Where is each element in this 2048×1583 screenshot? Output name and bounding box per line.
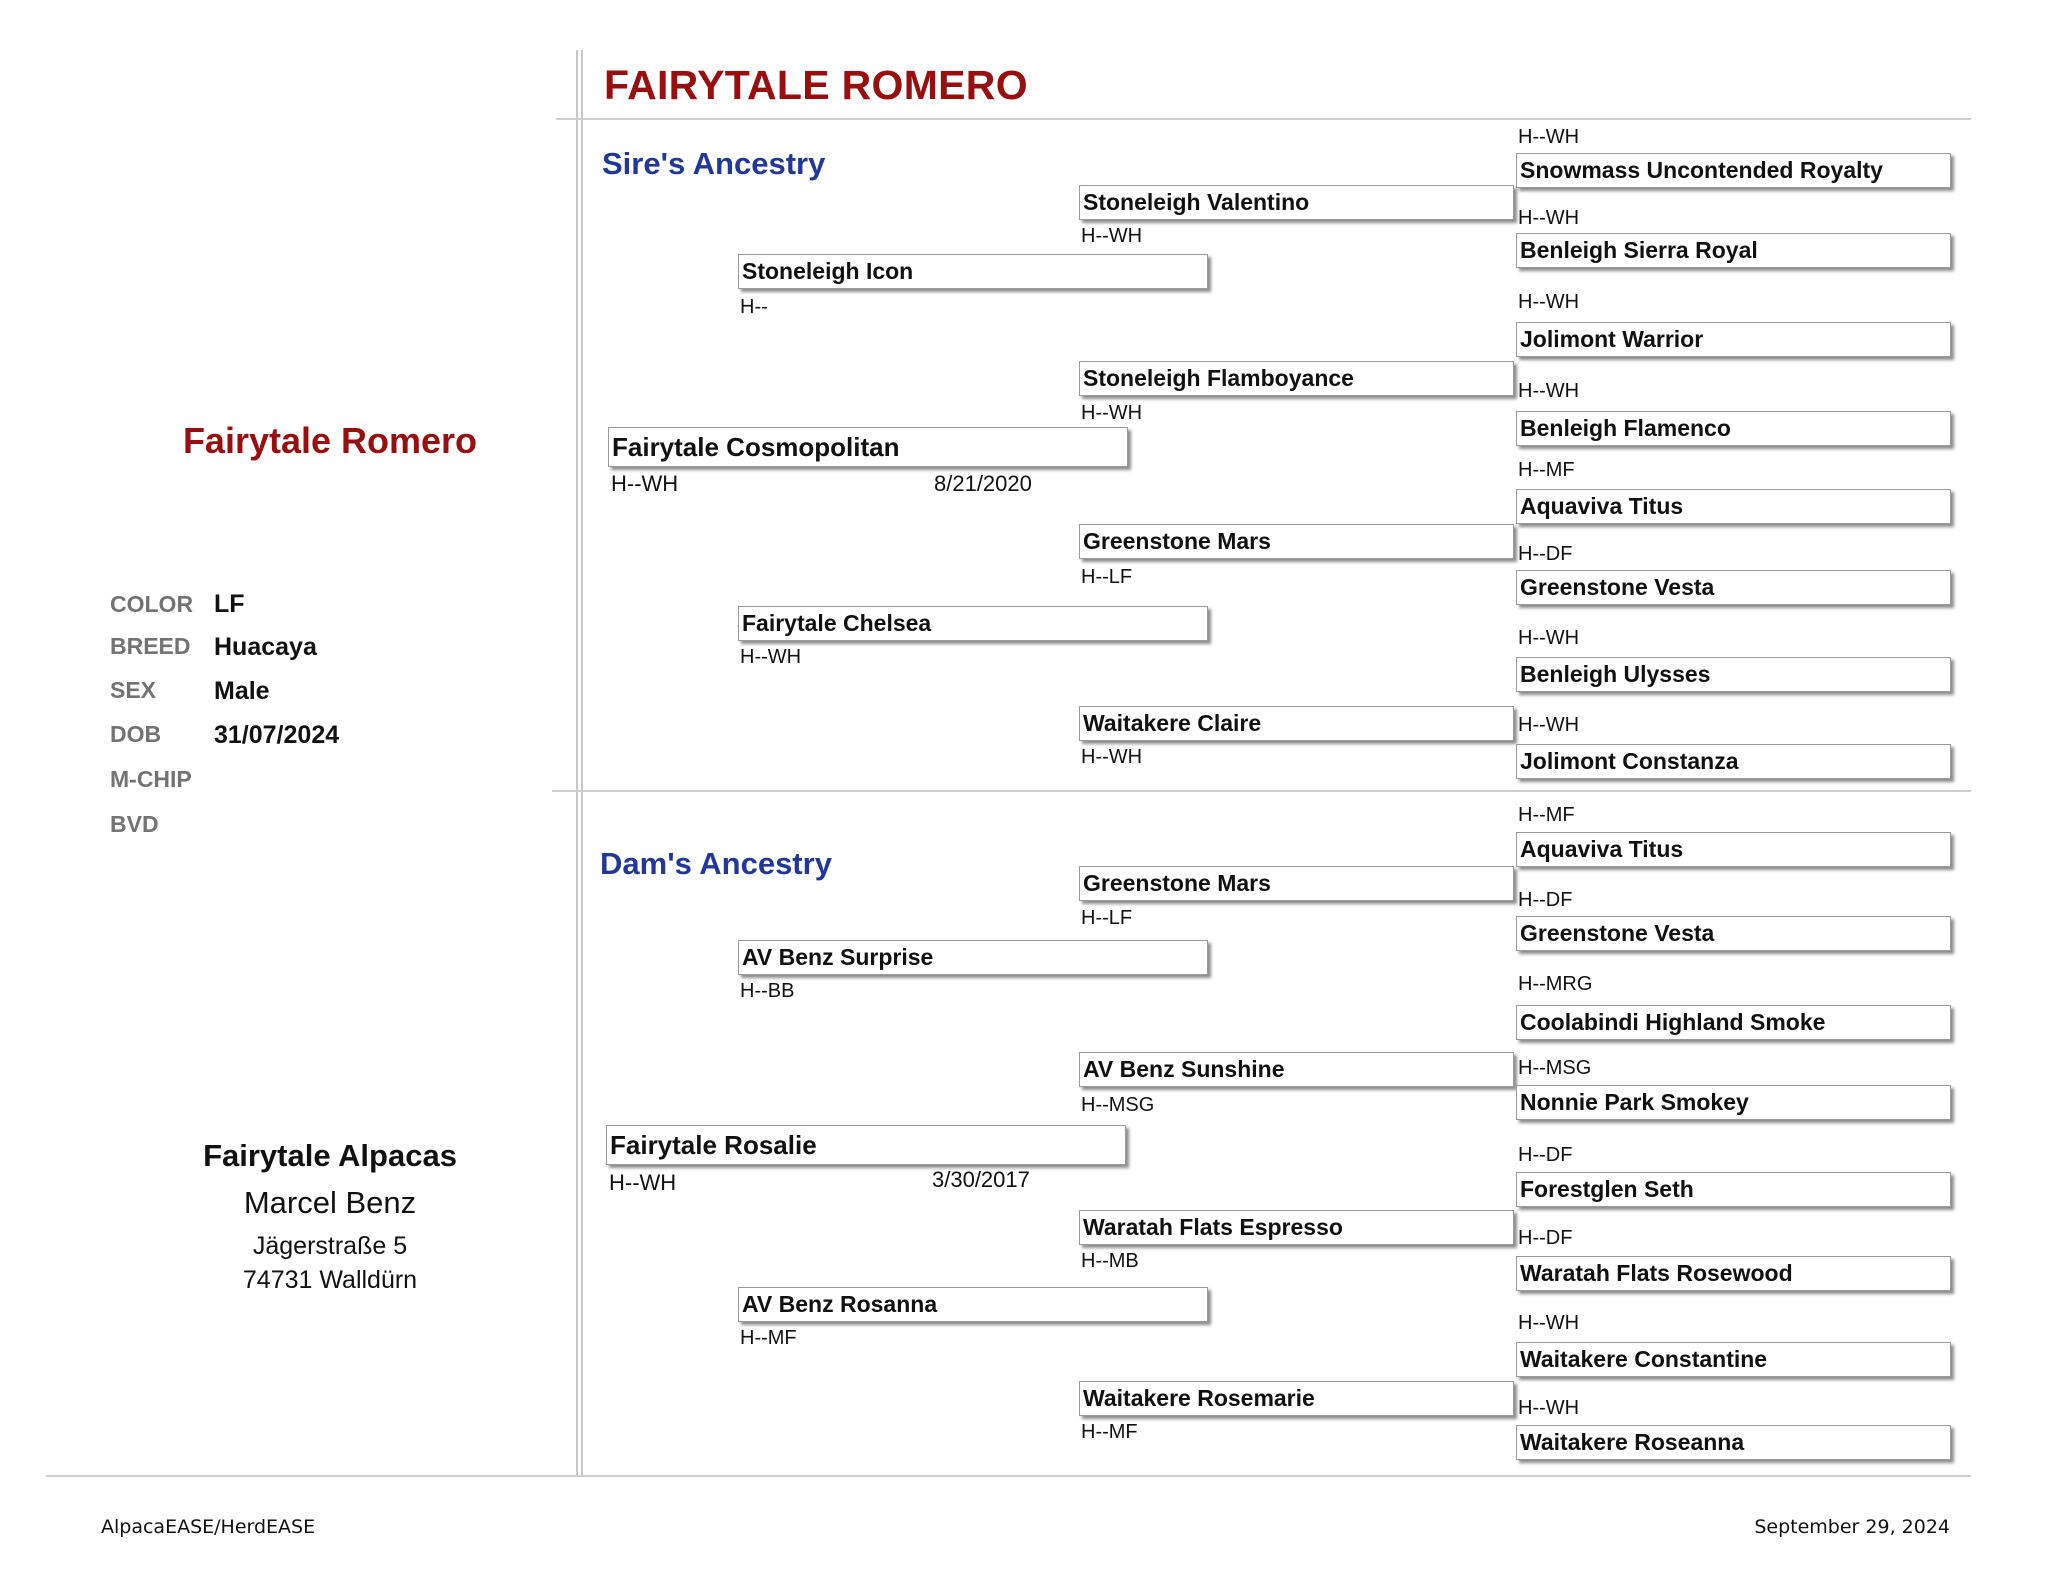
gg12-color: H--MSG bbox=[1518, 1057, 1592, 1079]
dd-dam-color: H--MF bbox=[1081, 1421, 1138, 1443]
farm-name: Fairytale Alpacas bbox=[203, 1138, 457, 1173]
gg2-box[interactable]: Benleigh Sierra Royal bbox=[1516, 233, 1951, 268]
gg15-color: H--WH bbox=[1518, 1312, 1580, 1334]
dam-dam-box[interactable]: AV Benz Rosanna bbox=[738, 1287, 1208, 1322]
gg5-box[interactable]: Aquaviva Titus bbox=[1516, 489, 1951, 524]
gg4-box[interactable]: Benleigh Flamenco bbox=[1516, 411, 1951, 446]
dam-box[interactable]: Fairytale Rosalie bbox=[606, 1125, 1126, 1165]
owner-name: Marcel Benz bbox=[243, 1185, 417, 1220]
gg14-box[interactable]: Waratah Flats Rosewood bbox=[1516, 1256, 1951, 1291]
stat-label-sex: SEX bbox=[110, 677, 157, 703]
dam-section-title: Dam's Ancestry bbox=[600, 846, 832, 881]
ds-dam-box[interactable]: AV Benz Sunshine bbox=[1079, 1052, 1514, 1087]
divider-vertical-left bbox=[576, 50, 578, 1475]
page-title: FAIRYTALE ROMERO bbox=[604, 62, 1028, 108]
gg3-box[interactable]: Jolimont Warrior bbox=[1516, 322, 1951, 357]
gg1-box[interactable]: Snowmass Uncontended Royalty bbox=[1516, 153, 1951, 188]
ds-sire-color: H--LF bbox=[1081, 907, 1133, 929]
gg12-box[interactable]: Nonnie Park Smokey bbox=[1516, 1085, 1951, 1120]
ss-dam-color: H--WH bbox=[1081, 402, 1143, 424]
gg16-color: H--WH bbox=[1518, 1397, 1580, 1419]
ss-sire-box[interactable]: Stoneleigh Valentino bbox=[1079, 185, 1514, 220]
stat-label-color: COLOR bbox=[110, 591, 194, 617]
sire-section-title: Sire's Ancestry bbox=[602, 146, 826, 181]
stat-value-color: LF bbox=[214, 590, 245, 618]
sire-box[interactable]: Fairytale Cosmopolitan bbox=[608, 427, 1128, 467]
sire-dam-color: H--WH bbox=[740, 646, 802, 668]
gg14-color: H--DF bbox=[1518, 1227, 1573, 1249]
sire-color: H--WH bbox=[611, 471, 679, 496]
gg6-color: H--DF bbox=[1518, 543, 1573, 565]
stat-value-breed: Huacaya bbox=[214, 633, 317, 661]
sire-dob: 8/21/2020 bbox=[934, 471, 1032, 496]
dd-dam-box[interactable]: Waitakere Rosemarie bbox=[1079, 1381, 1514, 1416]
ds-dam-color: H--MSG bbox=[1081, 1094, 1155, 1116]
gg13-box[interactable]: Forestglen Seth bbox=[1516, 1172, 1951, 1207]
stat-label-breed: BREED bbox=[110, 633, 191, 659]
dam-sire-color: H--BB bbox=[740, 980, 795, 1002]
owner-street: Jägerstraße 5 bbox=[252, 1232, 408, 1260]
sd-sire-color: H--LF bbox=[1081, 566, 1133, 588]
dam-dob: 3/30/2017 bbox=[932, 1167, 1030, 1192]
gg10-color: H--DF bbox=[1518, 889, 1573, 911]
ss-dam-box[interactable]: Stoneleigh Flamboyance bbox=[1079, 361, 1514, 396]
gg16-box[interactable]: Waitakere Roseanna bbox=[1516, 1425, 1951, 1460]
gg11-box[interactable]: Coolabindi Highland Smoke bbox=[1516, 1005, 1951, 1040]
dam-color: H--WH bbox=[609, 1170, 677, 1195]
gg6-box[interactable]: Greenstone Vesta bbox=[1516, 570, 1951, 605]
gg11-color: H--MRG bbox=[1518, 973, 1593, 995]
gg7-box[interactable]: Benleigh Ulysses bbox=[1516, 657, 1951, 692]
stat-label-dob: DOB bbox=[110, 721, 162, 747]
gg9-color: H--MF bbox=[1518, 804, 1575, 826]
dam-sire-box[interactable]: AV Benz Surprise bbox=[738, 940, 1208, 975]
stat-label-mchip: M-CHIP bbox=[110, 766, 192, 792]
gg4-color: H--WH bbox=[1518, 380, 1580, 402]
stat-label-bvd: BVD bbox=[110, 811, 159, 837]
gg9-box[interactable]: Aquaviva Titus bbox=[1516, 832, 1951, 867]
ds-sire-box[interactable]: Greenstone Mars bbox=[1079, 866, 1514, 901]
gg13-color: H--DF bbox=[1518, 1144, 1573, 1166]
ss-sire-color: H--WH bbox=[1081, 225, 1143, 247]
gg10-box[interactable]: Greenstone Vesta bbox=[1516, 916, 1951, 951]
owner-city: 74731 Walldürn bbox=[242, 1266, 418, 1294]
divider-sire-dam bbox=[552, 790, 1971, 792]
gg3-color: H--WH bbox=[1518, 291, 1580, 313]
sire-sire-color: H-- bbox=[740, 296, 768, 318]
animal-name: Fairytale Romero bbox=[182, 420, 478, 461]
gg15-box[interactable]: Waitakere Constantine bbox=[1516, 1342, 1951, 1377]
sd-dam-box[interactable]: Waitakere Claire bbox=[1079, 706, 1514, 741]
gg2-color: H--WH bbox=[1518, 207, 1580, 229]
divider-vertical-right bbox=[581, 50, 583, 1475]
dd-sire-color: H--MB bbox=[1081, 1250, 1139, 1272]
sire-sire-box[interactable]: Stoneleigh Icon bbox=[738, 254, 1208, 289]
stat-value-sex: Male bbox=[214, 677, 270, 705]
sire-dam-box[interactable]: Fairytale Chelsea bbox=[738, 606, 1208, 641]
gg5-color: H--MF bbox=[1518, 459, 1575, 481]
sd-sire-box[interactable]: Greenstone Mars bbox=[1079, 524, 1514, 559]
divider-footer bbox=[46, 1475, 1971, 1477]
stat-value-dob: 31/07/2024 bbox=[214, 721, 340, 749]
footer-software: AlpacaEASE/HerdEASE bbox=[101, 1516, 316, 1538]
footer-date: September 29, 2024 bbox=[1754, 1516, 1950, 1538]
sd-dam-color: H--WH bbox=[1081, 746, 1143, 768]
gg8-color: H--WH bbox=[1518, 714, 1580, 736]
gg7-color: H--WH bbox=[1518, 627, 1580, 649]
dam-dam-color: H--MF bbox=[740, 1327, 797, 1349]
divider-title bbox=[556, 118, 1971, 120]
dd-sire-box[interactable]: Waratah Flats Espresso bbox=[1079, 1210, 1514, 1245]
gg1-color: H--WH bbox=[1518, 126, 1580, 148]
gg8-box[interactable]: Jolimont Constanza bbox=[1516, 744, 1951, 779]
